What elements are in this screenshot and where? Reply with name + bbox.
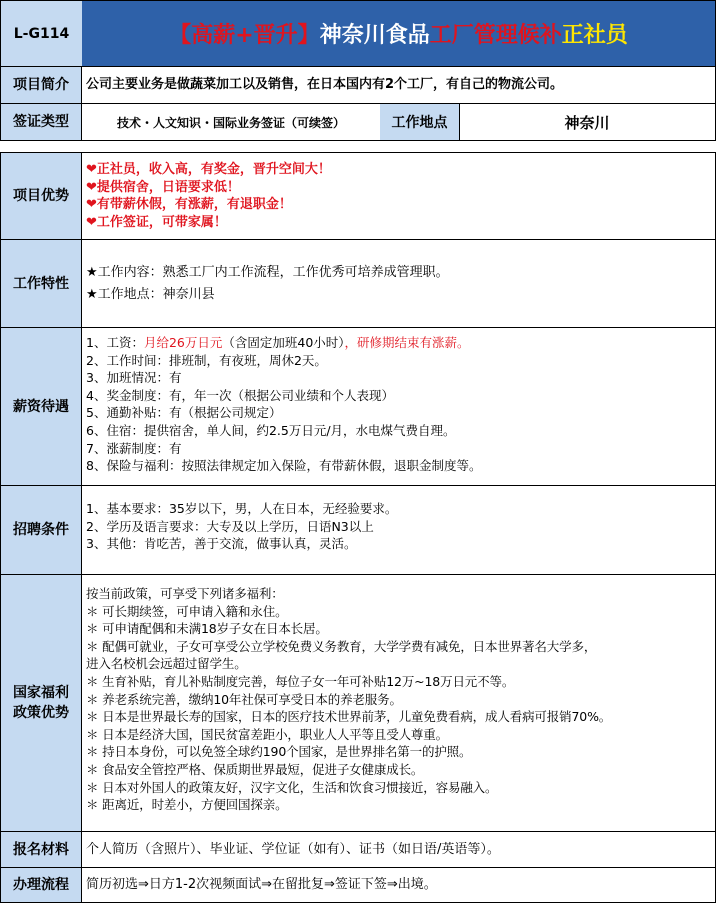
title-company: 神奈川食品 <box>319 23 430 48</box>
welfare-line: ＊ 日本是经济大国，国民贫富差距小，职业人人平等且受人尊重。 <box>86 726 448 742</box>
materials-label: 报名材料 <box>1 832 82 867</box>
welfare-line: ＊ 食品安全管控严格、保质期世界最短，促进子女健康成长。 <box>86 761 424 777</box>
welfare-line: 进入名校机会远超过留学生。 <box>86 656 247 672</box>
welfare-line: ＊ 日本对外国人的政策友好，汉字文化，生活和饮食习惯接近，容易融入。 <box>86 779 498 795</box>
visa-label: 签证类型 <box>1 104 82 140</box>
welfare-line: 按当前政策，可享受下列诸多福利： <box>86 586 284 601</box>
location-label-text: 工作地点 <box>391 115 448 131</box>
welfare-line: ＊ 可长期续签，可申请入籍和永住。 <box>86 603 288 619</box>
welfare-line: ＊ 生育补贴，育儿补贴制度完善，每位子女一年可补贴12万~18万日元不等。 <box>86 673 515 689</box>
salary-label: 薪资待遇 <box>1 328 82 485</box>
requirements-row <box>0 485 716 575</box>
advantage-item: ❤正社员，收入高，有奖金，晋升空间大！ <box>86 162 331 177</box>
visa-value: 技术・人文知识・国际业务签证（可续签） <box>116 115 345 130</box>
welfare-line: ＊ 可申请配偶和未满18岁子女在日本长居。 <box>86 621 328 637</box>
features-label: 工作特性 <box>1 240 82 327</box>
welfare-line: ＊ 养老系统完善，缴纳10年社保可享受日本的养老服务。 <box>86 691 402 707</box>
header-row <box>0 0 716 67</box>
process-text: 简历初选⇒日方1-2次视频面试⇒在留批复⇒签证下签⇒出境。 <box>86 877 437 893</box>
location-value: 神奈川 <box>564 113 610 132</box>
advantage-item: ❤工作签证，可带家属！ <box>86 214 227 230</box>
process-row <box>0 867 716 903</box>
salary-item: 3、加班情况：有 <box>86 370 182 386</box>
advantages-label: 项目优势 <box>1 153 82 239</box>
visa-row <box>0 103 716 141</box>
welfare-line: ＊ 配偶可就业，子女可享受公立学校免费义务教育，大学学费有减免，日本世界著名大学多， <box>86 638 597 654</box>
intro-text: 公司主要业务是做蔬菜加工以及销售，在日本国内有2个工厂，有自己的物流公司。 <box>86 77 564 93</box>
salary-item: 6、住宿：提供宿舍，单人间，约2.5万日元/月，水电煤气费自理。 <box>86 422 456 438</box>
advantages-row <box>0 152 716 240</box>
salary-row <box>0 327 716 486</box>
heart-icon: ❤ <box>86 162 97 177</box>
advantage-item: ❤有带薪休假，有涨薪，有退职金！ <box>86 197 292 212</box>
title-bracket: 【高薪+晋升】 <box>169 23 320 48</box>
heart-icon: ❤ <box>86 197 97 212</box>
heart-icon: ❤ <box>86 214 97 230</box>
features-row <box>0 239 716 328</box>
process-label: 办理流程 <box>1 868 82 902</box>
advantage-item: ❤提供宿舍，日语要求低！ <box>86 179 240 195</box>
salary-item: 7、涨薪制度：有 <box>86 440 182 456</box>
location-label <box>380 104 460 140</box>
salary-item: 2、工作时间：排班制，有夜班，周休2天。 <box>86 352 327 368</box>
welfare-line: ＊ 持日本身份，可以免签全球约190个国家，是世界排名第一的护照。 <box>86 744 472 760</box>
heart-icon: ❤ <box>86 179 97 195</box>
requirement-item: 3、其他：肯吃苦，善于交流，做事认真，灵活。 <box>86 536 357 552</box>
salary-item: 8、保险与福利：按照法律规定加入保险，有带薪休假，退职金制度等。 <box>86 458 482 474</box>
welfare-label: 国家福利 政策优势 <box>1 575 82 831</box>
job-code-text: L-G114 <box>13 25 70 42</box>
welfare-line: ＊ 距离近，时差小，方便回国探亲。 <box>86 797 288 813</box>
materials-text: 个人简历（含照片）、毕业证、学位证（如有）、证书（如日语/英语等）。 <box>86 841 500 857</box>
job-code <box>1 1 83 66</box>
salary-item: 5、通勤补贴：有（根据公司规定） <box>86 405 282 421</box>
feature-item: ★工作地点：神奈川县 <box>86 287 215 302</box>
section-gap <box>0 141 716 152</box>
requirements-label: 招聘条件 <box>1 486 82 574</box>
feature-item: ★工作内容：熟悉工厂内工作流程，工作优秀可培养成管理职。 <box>86 265 449 280</box>
salary-item: 1、工资：月给26万日元（含固定加班40小时），研修期结束有涨薪。 <box>86 335 470 350</box>
salary-amount: 月给26万日元 <box>143 335 223 350</box>
materials-row <box>0 831 716 868</box>
requirement-item: 1、基本要求：35岁以下，男，人在日本，无经验要求。 <box>86 501 398 516</box>
title-status: 正社员 <box>561 23 628 48</box>
intro-label: 项目简介 <box>1 67 82 103</box>
intro-row <box>0 66 716 104</box>
job-title <box>82 1 715 66</box>
welfare-line: ＊ 日本是世界最长寿的国家，日本的医疗技术世界前茅，儿童免费看病，成人看病可报销70%。 <box>86 709 612 725</box>
welfare-row <box>0 574 716 832</box>
salary-item: 4、奖金制度：有，年一次（根据公司业绩和个人表现） <box>86 387 394 403</box>
title-role: 工厂管理候补 <box>429 23 562 48</box>
requirement-item: 2、学历及语言要求：大专及以上学历，日语N3以上 <box>86 518 374 534</box>
